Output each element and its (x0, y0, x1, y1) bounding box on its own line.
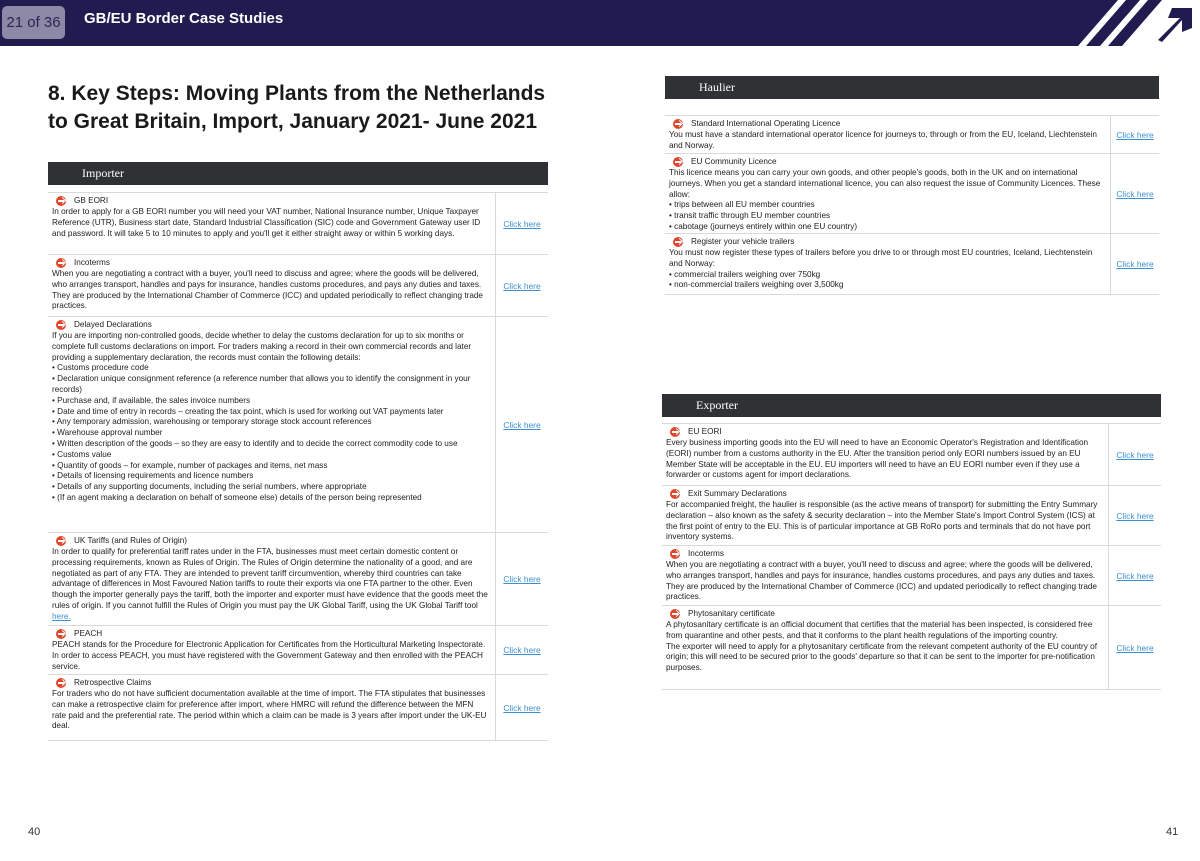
description-paragraph (52, 269, 489, 312)
bullet-item: • Date and time of entry in records – creating the tax point, which is used for working out VAT payments later (52, 407, 489, 418)
exporter-row-content (662, 486, 1109, 545)
row-title (666, 548, 1102, 560)
bullet-item: • (If an agent making a declaration on behalf of someone else) details of the person being represented (52, 493, 489, 504)
description-paragraph (669, 248, 1104, 270)
click-here-link[interactable]: Click here (1116, 259, 1154, 269)
click-here-link[interactable]: Click here (1116, 129, 1154, 140)
importer-row-content (48, 533, 496, 625)
bullet-item: • Written description of the goods – so they are easy to identify and to decide the correct commodity code to use (52, 439, 489, 450)
bullet-item: • transit traffic through EU member countries (669, 211, 1104, 222)
arrow-circle-icon (56, 196, 66, 206)
importer-row (48, 255, 548, 317)
page-indicator[interactable]: 21 of 36 (2, 6, 65, 39)
row-title (52, 628, 489, 640)
importer-row-content (48, 255, 496, 316)
exporter-row-content (662, 424, 1109, 485)
arrow-circle-icon (673, 237, 683, 247)
importer-row-content (48, 317, 496, 532)
haulier-row-content (665, 234, 1111, 294)
description-text: If you are importing non-controlled goods, decide whether to delay the customs declaration for up to six months or complete full customs declarations on import. For traders making a record in their own commercial records and later providing a supplementary declaration, the records must contain the following details: (52, 331, 472, 362)
click-here-link[interactable]: Click here (503, 702, 541, 713)
click-here-link[interactable]: Click here (1116, 510, 1154, 521)
bullet-item: • trips between all EU member countries (669, 200, 1104, 211)
description-text: In order to apply for a GB EORI number you will need your VAT number, National Insurance number, Unique Taxpayer Reference (UTR), Business start date, Standard Industrial Classification (SIC) code and Government Gateway user ID and password. It will take 5 to 10 minutes to apply and you'll get it either straight away or within 5 working days. (52, 207, 481, 238)
row-title-text: Retrospective Claims (74, 677, 152, 687)
row-title (52, 257, 489, 269)
description-text: You must now register these types of trailers before you drive to or through most EU countries, Iceland, Liechtenstein and Norway: (669, 248, 1093, 268)
row-title (669, 156, 1104, 168)
haulier-table (665, 76, 1159, 295)
haulier-row-content (665, 116, 1111, 153)
click-here-link[interactable]: Click here (503, 218, 541, 229)
row-title (669, 236, 1104, 248)
arrow-circle-icon (56, 320, 66, 330)
description-text: A phytosanitary certificate is an official document that certifies that the material has been inspected, is considered free from quarantine and other pests, and that it conforms to the plant health regulations of the importing country. (666, 620, 1093, 640)
row-description (52, 269, 489, 312)
haulier-row (665, 154, 1159, 234)
haulier-spacer (665, 99, 1159, 116)
row-description (52, 689, 489, 732)
row-title-text: Incoterms (688, 548, 724, 558)
haulier-header: Haulier (665, 76, 1159, 99)
description-paragraph (666, 642, 1102, 674)
row-title-text: Exit Summary Declarations (688, 488, 787, 498)
importer-table (48, 162, 548, 741)
description-paragraph (669, 168, 1104, 200)
bullet-item: • Declaration unique consignment reference (a reference number that allows you to identify the consignment in your records) (52, 374, 489, 396)
document-title: GB/EU Border Case Studies (84, 10, 284, 27)
importer-row-content (48, 626, 496, 674)
click-here-link[interactable]: Click here (1116, 449, 1154, 460)
bullet-item: • Warehouse approval number (52, 428, 489, 439)
description-paragraph (666, 620, 1102, 642)
description-text: Every business importing goods into the EU will need to have an Economic Operator's Registration and Identification (EORI) number from a customs authority in the EU. After the transition period only EORI numbers issued by an EU Member State will be acceptable in the EU. EU importers will need to have an EU EORI number even if they use a forwarder or customs agent for import declarations. (666, 438, 1089, 480)
exporter-table (662, 394, 1161, 690)
arrow-circle-icon (673, 157, 683, 167)
row-title (666, 608, 1102, 620)
exporter-row (662, 424, 1161, 486)
importer-row (48, 675, 548, 741)
header-bar (0, 0, 1200, 46)
row-title-text: Register your vehicle trailers (691, 236, 795, 246)
row-description (666, 620, 1102, 674)
importer-row-content (48, 675, 496, 740)
click-here-link[interactable]: Click here (503, 419, 541, 430)
arrow-circle-icon (670, 549, 680, 559)
bullet-item: • Details of any supporting documents, including the serial numbers, where appropriate (52, 482, 489, 493)
exporter-header: Exporter (662, 394, 1161, 417)
row-description (666, 560, 1102, 603)
haulier-row (665, 116, 1159, 154)
description-text: PEACH stands for the Procedure for Electronic Application for Certificates from the Horticultural Marketing Inspectorate. In order to access PEACH, you must have registered with the Government Gateway and then enrolled with the PEACH service. (52, 640, 486, 671)
arrow-circle-icon (56, 629, 66, 639)
row-description (52, 331, 489, 504)
exporter-row-content (662, 546, 1109, 605)
bullet-item: • Customs procedure code (52, 363, 489, 374)
row-description (669, 130, 1104, 152)
row-title-text: Incoterms (74, 257, 110, 267)
description-paragraph (666, 438, 1102, 481)
row-description (666, 500, 1102, 543)
description-paragraph (52, 547, 489, 623)
bullet-item: • Any temporary admission, warehousing or temporary storage stock account references (52, 417, 489, 428)
description-paragraph (52, 640, 489, 672)
description-text: When you are negotiating a contract with a buyer, you'll need to discuss and agree; where the goods will be delivered, who arranges transport, handles and pays for insurance, handles customs procedures, and pays any duties and taxes. They are produced by the International Chamber of Commerce (ICC) and updated periodically to reflect changing trade practices. (52, 269, 483, 311)
row-title (669, 118, 1104, 130)
row-title (666, 488, 1102, 500)
bullet-item: • cabotage (journeys entirely within one EU country) (669, 222, 1104, 233)
description-text: The exporter will need to apply for a phytosanitary certificate from the relevant competent authority of the EU country of origin; this will need to be secured prior to the goods' departure so that it can be sent to the importer for pre-notification purposes. (666, 641, 1097, 673)
arrow-circle-icon (56, 536, 66, 546)
page-title: 8. Key Steps: Moving Plants from the Netherlands to Great Britain, Import, January 2021- June 2021 (48, 82, 546, 133)
click-here-link[interactable]: Click here (1116, 642, 1154, 653)
inline-link[interactable]: here. (52, 611, 71, 621)
click-here-link[interactable]: Click here (503, 645, 541, 655)
importer-row (48, 533, 548, 626)
description-paragraph (669, 130, 1104, 152)
row-title (52, 319, 489, 331)
row-description (666, 438, 1102, 481)
bullet-item: • commercial trailers weighing over 750kg (669, 270, 1104, 281)
bullet-item: • Customs value (52, 450, 489, 461)
description-paragraph (52, 207, 489, 239)
exporter-spacer (662, 417, 1161, 424)
description-text: When you are negotiating a contract with a buyer, you'll need to discuss and agree; where the goods will be delivered, who arranges transport, handles and pays for insurance, handles customs procedures, and pays any duties and taxes. They are produced by the International Chamber of Commerce (ICC) and updated periodically to reflect changing trade practices. (666, 560, 1097, 602)
row-description (669, 168, 1104, 233)
arrow-logo-icon (1154, 2, 1196, 44)
bullet-item: • Quantity of goods – for example, number of packages and items, net mass (52, 461, 489, 472)
description-paragraph (52, 331, 489, 363)
row-title (52, 677, 489, 689)
row-title-text: GB EORI (74, 195, 109, 205)
row-title-text: PEACH (74, 628, 103, 638)
description-text: For accompanied freight, the haulier is responsible (as the active means of transport) for submitting the Entry Summary declaration – also known as the safety & security declaration – into the Member State's Import Control System (ICS) at the first point of entry to the EU. This is of particular importance at GB RoRo ports and terminals that do not have port inventory systems. (666, 500, 1098, 542)
importer-row-content (48, 193, 496, 254)
exporter-row (662, 486, 1161, 546)
bullet-item: • non-commercial trailers weighing over 3,500kg (669, 280, 1104, 291)
row-description (52, 547, 489, 623)
row-title-text: EU Community Licence (691, 156, 777, 166)
arrow-circle-icon (670, 489, 680, 499)
exporter-row (662, 606, 1161, 690)
description-paragraph (666, 560, 1102, 603)
importer-row (48, 193, 548, 255)
row-title (52, 195, 489, 207)
bullet-item: • Details of licensing requirements and licence numbers (52, 471, 489, 482)
exporter-row (662, 546, 1161, 606)
row-description (52, 640, 489, 672)
page-number-left: 40 (28, 826, 41, 838)
row-title-text: Delayed Declarations (74, 319, 152, 329)
importer-spacer (48, 185, 548, 193)
arrow-circle-icon (670, 427, 680, 437)
arrow-circle-icon (56, 678, 66, 688)
arrow-circle-icon (670, 609, 680, 619)
click-here-link[interactable]: Click here (1116, 570, 1154, 581)
row-title-text: UK Tariffs (and Rules of Origin) (74, 535, 188, 545)
click-here-link[interactable]: Click here (1116, 188, 1154, 199)
row-title-text: Standard International Operating Licence (691, 118, 841, 128)
page-number-right: 41 (1166, 826, 1179, 838)
importer-row (48, 317, 548, 533)
haulier-row-content (665, 154, 1111, 233)
description-text: In order to qualify for preferential tariff rates under in the FTA, businesses must meet certain domestic content or processing requirements, known as Rules of Origin. The Rules of Origin determine the nationality of a good, and are negotiated as part of any FTA. They are intended to prevent tariff circumvention, whereby third countries can take advantage of differences in Most Favoured Nation tariffs to route their exports via one FTA partner to the other. Even though the importer generally pays the tariff, both the importer and exporter must have evidence that the goods meet the rules of origin. If you cannot fulfill the Rules of Origin you must pay the UK Global Tariff, using the UK Global Tariff tool (52, 547, 488, 610)
description-text: You must have a standard international operator licence for journeys to, through or from the EU, Iceland, Liechtenstein and Norway. (669, 130, 1097, 150)
description-paragraph (52, 689, 489, 732)
description-text: This licence means you can carry your own goods, and other people's goods, both in the UK and on international journeys. When you get a standard international licence, you can also request the issue of Community Licences. These allow: (669, 168, 1101, 199)
description-paragraph (666, 500, 1102, 543)
importer-header: Importer (48, 162, 548, 185)
row-description (669, 248, 1104, 291)
click-here-link[interactable]: Click here (503, 574, 541, 584)
row-description (52, 207, 489, 239)
description-text: For traders who do not have sufficient documentation available at the time of import. The FTA stipulates that businesses can make a retrospective claim for preference after import, where HMRC will refund the difference between the MFN rate paid and the preferential rate. The period within which a claim can be made is 3 years after import under the UK-EU deal. (52, 689, 487, 731)
row-title-text: EU EORI (688, 426, 722, 436)
click-here-link[interactable]: Click here (503, 280, 541, 291)
importer-row (48, 626, 548, 675)
arrow-circle-icon (56, 258, 66, 268)
exporter-row-content (662, 606, 1109, 689)
bullet-item: • Purchase and, if available, the sales invoice numbers (52, 396, 489, 407)
row-title (52, 535, 489, 547)
row-title-text: Phytosanitary certificate (688, 608, 775, 618)
haulier-row (665, 234, 1159, 295)
arrow-circle-icon (673, 119, 683, 129)
row-title (666, 426, 1102, 438)
